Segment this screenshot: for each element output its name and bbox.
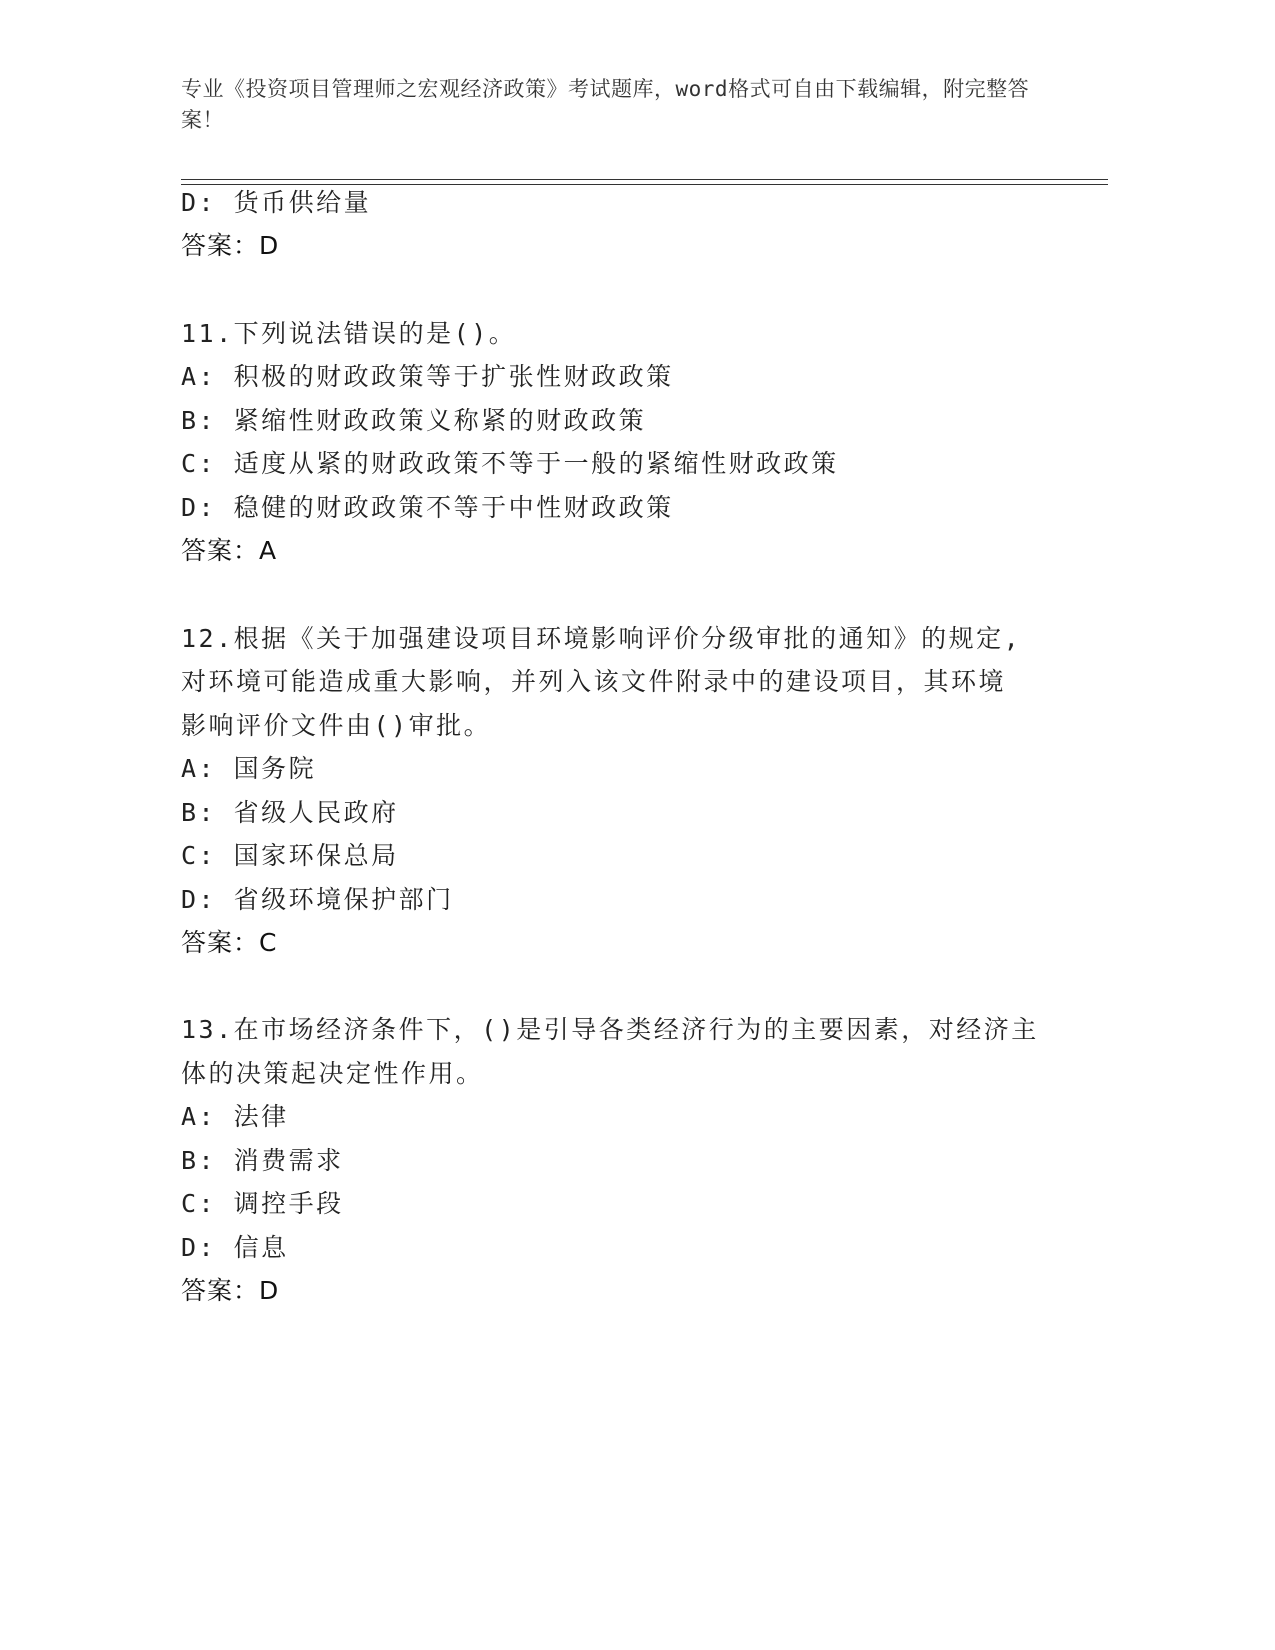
q12-option-d: D: 省级环境保护部门 xyxy=(181,885,454,914)
q13-option-d: D: 信息 xyxy=(181,1233,289,1262)
q11-option-b: B: 紧缩性财政政策义称紧的财政政策 xyxy=(181,406,647,435)
q11-option-a: A: 积极的财政政策等于扩张性财政政策 xyxy=(181,362,674,391)
q13-stem-line-2: 体的决策起决定性作用。 xyxy=(181,1059,484,1088)
q12-option-c: C: 国家环保总局 xyxy=(181,841,399,870)
q12-option-b: B: 省级人民政府 xyxy=(181,798,399,827)
carryover-answer: 答案：D xyxy=(181,231,280,260)
q12-option-a: A: 国务院 xyxy=(181,754,317,783)
q11-option-c: C: 适度从紧的财政政策不等于一般的紧缩性财政政策 xyxy=(181,449,839,478)
q13-option-b: B: 消费需求 xyxy=(181,1146,344,1175)
q12-stem-line-2: 对环境可能造成重大影响，并列入该文件附录中的建设项目，其环境 xyxy=(181,667,1007,696)
q13-option-c: C: 调控手段 xyxy=(181,1189,344,1218)
q11-stem-line-1: 11.下列说法错误的是()。 xyxy=(181,319,517,348)
q13-option-a: A: 法律 xyxy=(181,1102,289,1131)
q12-answer: 答案：C xyxy=(181,928,278,957)
q12-stem-line-3: 影响评价文件由()审批。 xyxy=(181,711,492,740)
q13-answer: 答案：D xyxy=(181,1276,280,1305)
header-note: 专业《投资项目管理师之宏观经济政策》考试题库，word格式可自由下载编辑，附完整答案！ xyxy=(181,77,1030,132)
q11-answer: 答案：A xyxy=(181,536,278,565)
q11-option-d: D: 稳健的财政政策不等于中性财政政策 xyxy=(181,493,674,522)
carryover-option-d: D: 货币供给量 xyxy=(181,188,372,217)
q13-stem-line-1: 13.在市场经济条件下，()是引导各类经济行为的主要因素，对经济主 xyxy=(181,1015,1039,1044)
q12-stem-line-1: 12.根据《关于加强建设项目环境影响评价分级审批的通知》的规定, xyxy=(181,624,1022,653)
